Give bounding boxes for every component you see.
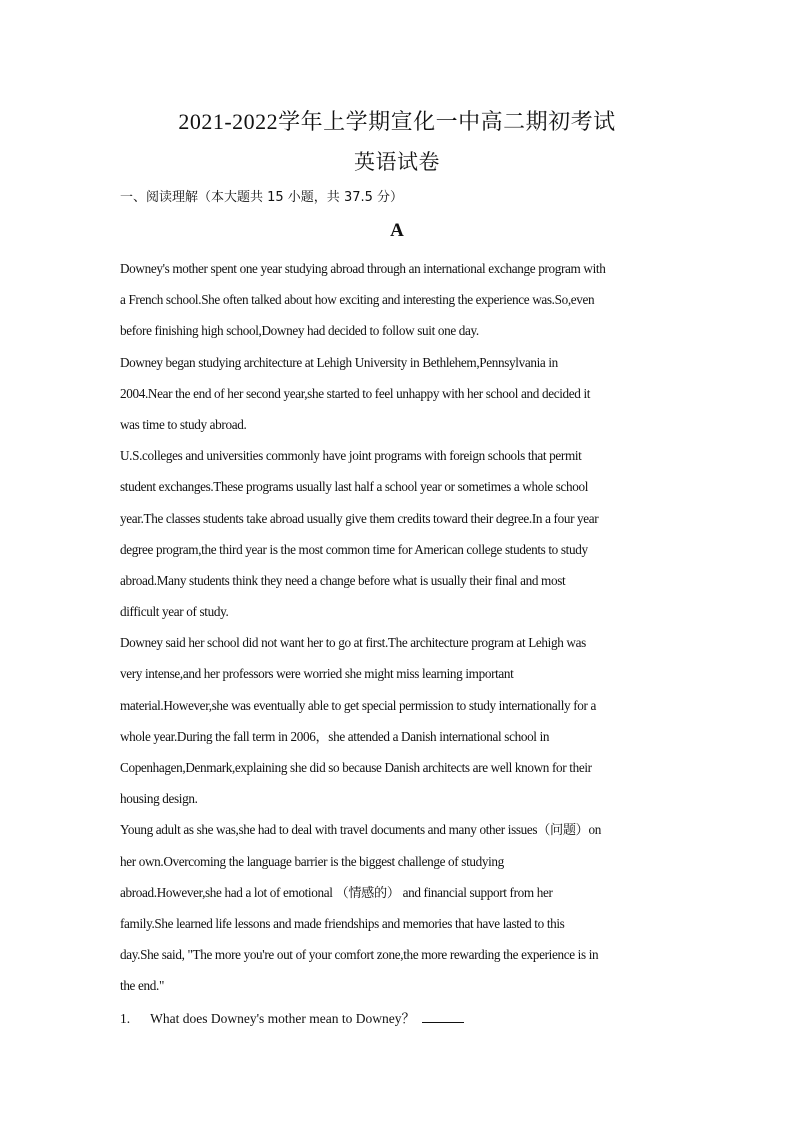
passage-line: Downey said her school did not want her to go at first.The architecture program at Lehigh was <box>120 635 586 651</box>
passage-line: abroad.However,she had a lot of emotional （情感的） and financial support from her <box>120 884 553 900</box>
passage-line: family.She learned life lessons and made friendships and memories that have lasted to this <box>120 915 565 931</box>
passage-label: A <box>390 220 404 241</box>
passage-line: abroad.Many students think they need a change before what is usually their final and most <box>120 572 566 588</box>
passage-line: Copenhagen,Denmark,explaining she did so because Danish architects are well known for their <box>120 760 592 775</box>
passage-line: whole year.During the fall term in 2006，she attended a Danish international school in <box>120 728 550 744</box>
passage-line: a French school.She often talked about how exciting and interesting the experience was.So,even <box>120 292 595 308</box>
passage-line: Downey began studying architecture at Lehigh University in Bethlehem,Pennsylvania in <box>120 354 558 370</box>
passage-line: year.The classes students take abroad usually give them credits toward their degree.In a four year <box>120 510 599 526</box>
section-heading: 一、阅读理解（本大题共 15 小题，共 37.5 分） <box>120 190 404 205</box>
passage-line: day.She said, "The more you're out of your comfort zone,the more rewarding the experience is in <box>120 947 599 963</box>
passage-line: before finishing high school,Downey had decided to follow suit one day. <box>120 323 479 339</box>
passage-line: degree program,the third year is the most common time for American college students to study <box>120 541 588 557</box>
passage-line: 2004.Near the end of her second year,she started to feel unhappy with her school and decided it <box>120 385 591 401</box>
passage-line: Downey's mother spent one year studying abroad through an international exchange program with <box>120 261 606 276</box>
passage-line: material.However,she was eventually able to get special permission to study internationally for a <box>120 697 597 713</box>
question-text: What does Downey's mother mean to Downey？ <box>150 1011 416 1026</box>
passage-line: Young adult as she was,she had to deal with travel documents and many other issues（问题）on <box>120 822 601 838</box>
question-number: 1. <box>120 1011 131 1026</box>
passage-body <box>120 253 675 1002</box>
passage-line: student exchanges.These programs usually last half a school year or sometimes a whole school <box>120 479 589 495</box>
passage-line: her own.Overcoming the language barrier is the biggest challenge of studying <box>120 853 504 869</box>
question-item <box>120 1003 464 1034</box>
passage-line: housing design. <box>120 791 198 807</box>
passage-line: the end." <box>120 978 164 994</box>
passage-line: difficult year of study. <box>120 604 229 620</box>
exam-title: 2021-2022学年上学期宣化一中高二期初考试 <box>178 109 616 134</box>
exam-subtitle: 英语试卷 <box>354 150 440 174</box>
passage-line: U.S.colleges and universities commonly have joint programs with foreign schools that permit <box>120 448 582 464</box>
passage-line: was time to study abroad. <box>120 416 247 432</box>
passage-line: very intense,and her professors were worried she might miss learning important <box>120 666 514 682</box>
answer-blank[interactable] <box>422 1010 464 1023</box>
